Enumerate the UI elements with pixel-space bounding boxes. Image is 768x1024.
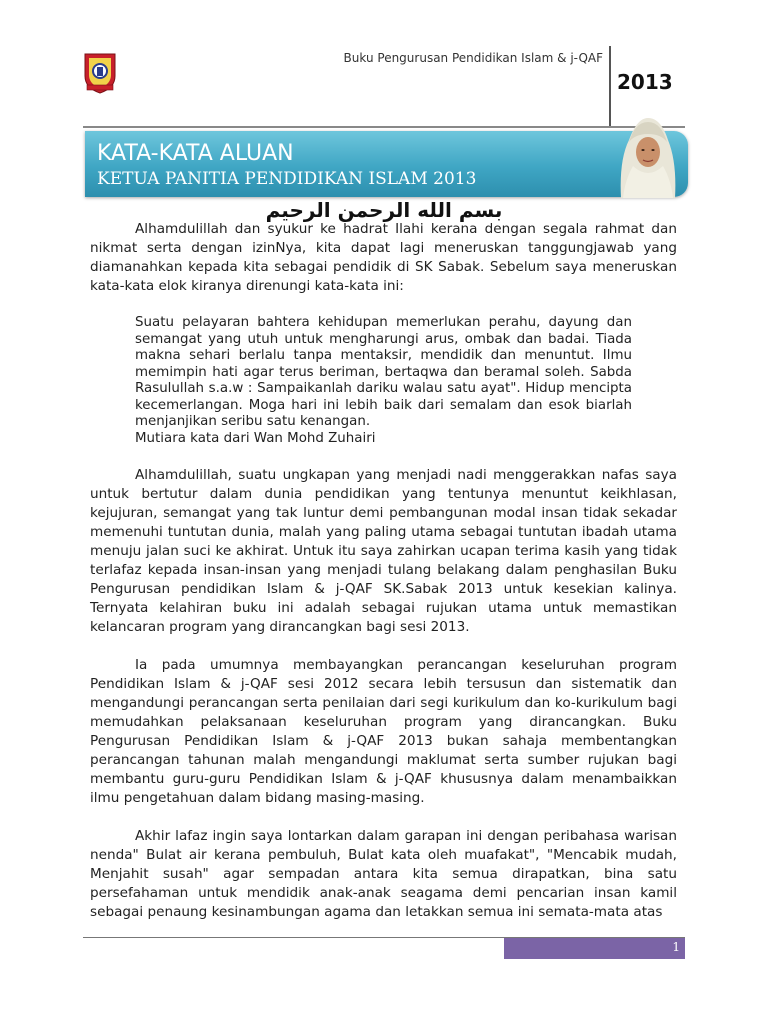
quote-text: Suatu pelayaran bahtera kehidupan memerlukan perahu, dayung dan semangat yang utuh untuk mengharungi arus, ombak dan badai. Tiada makna sehari berlalu tanpa mentaksir, mendidik dan menuntut. Ilmu memimpin hati agar terus beriman, bertaqwa dan beramal soleh. Sabda Rasulullah s.a.w : Sampaikanlah dariku walau satu ayat". Hidup mencipta kecemerlangan. Moga hari ini lebih baik dari semalam dan esok biarlah menjanjikan seribu satu kenangan. <box>135 315 632 429</box>
quote-source: Mutiara kata dari Wan Mohd Zuhairi <box>135 430 376 446</box>
letter-body <box>90 220 677 922</box>
header-rule <box>83 126 685 128</box>
bismillah-heading: بسم الله الرحمن الرحيم <box>265 198 503 222</box>
quote-block <box>135 315 632 447</box>
banner-title: KATA-KATA ALUAN <box>97 141 294 166</box>
document-header-title: Buku Pengurusan Pendidikan Islam & j-QAF <box>343 51 603 65</box>
author-portrait <box>615 110 681 198</box>
title-banner <box>85 131 688 197</box>
paragraph: Alhamdulillah dan syukur ke hadrat Ilahi kerana dengan segala rahmat dan nikmat serta dengan izinNya, kita dapat lagi meneruskan tanggungjawab yang diamanahkan kepada kita sebagai pendidik di SK Sabak. Sebelum saya meneruskan kata-kata elok kiranya direnungi kata-kata ini: <box>90 221 677 294</box>
footer-bar <box>504 938 685 959</box>
paragraph: Alhamdulillah, suatu ungkapan yang menjadi nadi menggerakkan nafas saya untuk bertutur dalam dunia pendidikan yang tentunya menuntut keikhlasan, kejujuran, semangat yang tak luntur demi pembangunan modal insan tidak sekadar memenuhi tuntutan dunia, malah yang paling utama sebagai tuntutan ibadah utama menuju jalan suci ke akhirat. Untuk itu saya zahirkan ucapan terima kasih yang tidak terlafaz kepada insan-insan yang menjadi tulang belakang dalam penghasilan Buku Pengurusan pendidikan Islam & j-QAF SK.Sabak 2013 untuk kesekian kalinya. Ternyata kelahiran buku ini adalah sebagai rujukan utama untuk memastikan kelancaran program yang dirancangkan bagi sesi 2013. <box>90 467 677 635</box>
paragraph: Akhir lafaz ingin saya lontarkan dalam garapan ini dengan peribahasa warisan nenda" Bulat air kerana pembuluh, Bulat kata oleh muafakat", "Mencabik mudah, Menjahit susah" agar sempadan antara kita semua dirapatkan, bina satu persefahaman untuk mendidik anak-anak seagama demi pencarian insan kamil sebagai penaung kesinambungan agama dan letakkan semua ini semata-mata atas <box>90 828 677 920</box>
page-number: 1 <box>672 940 680 954</box>
school-crest-logo <box>82 52 118 94</box>
document-year: 2013 <box>617 70 673 94</box>
header-divider <box>609 46 611 126</box>
paragraph: Ia pada umumnya membayangkan perancangan keseluruhan program Pendidikan Islam & j-QAF sesi 2012 secara lebih tersusun dan sistematik dan mengandungi perancangan serta penilaian dari segi kurikulum dan ko-kurikulum bagi memudahkan pelaksanaan keseluruhan program yang dirancangkan. Buku Pengurusan Pendidikan Islam & j-QAF 2013 bukan sahaja membentangkan perancangan tahunan malah mengandungi maklumat serta sumber rujukan bagi membantu guru-guru Pendidikan Islam & j-QAF khususnya dalam menambaikkan ilmu pengetahuan dalam bidang masing-masing. <box>90 657 677 806</box>
banner-subtitle: KETUA PANITIA PENDIDIKAN ISLAM 2013 <box>97 169 477 189</box>
